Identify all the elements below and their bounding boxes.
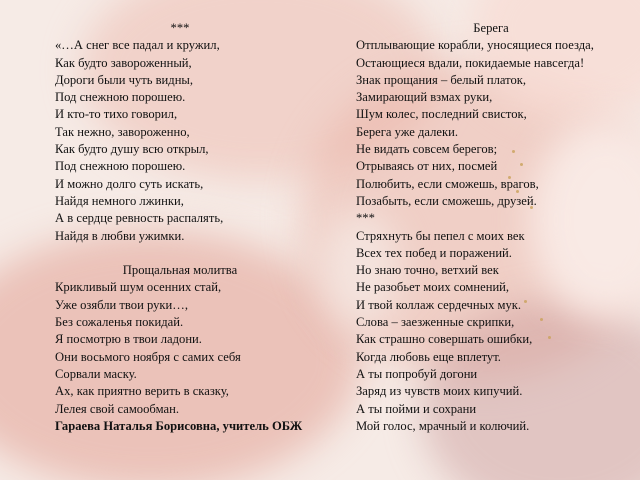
- poem-ashes: [356, 228, 626, 436]
- poem-line: Найдя в любви ужимки.: [55, 228, 185, 243]
- poem-line: Сорвали маску.: [55, 366, 137, 381]
- poem-title-farewell: Прощальная молитва: [122, 263, 238, 278]
- stars-separator: ***: [170, 21, 190, 35]
- poem-line: Под снежною порошею.: [55, 90, 186, 105]
- poem-line: Позабыть, если сможешь, друзей.: [356, 193, 537, 208]
- poem-line: А ты пойми и сохрани: [356, 401, 477, 416]
- poem-line: Когда любовь еще вплетут.: [356, 349, 501, 364]
- poem-line: Как будто завороженный,: [55, 55, 192, 70]
- poem-line: Но знаю точно, ветхий век: [356, 263, 499, 278]
- poem-line: Дороги были чуть видны,: [55, 72, 194, 87]
- poem-line: Они восьмого ноября с самих себя: [55, 349, 241, 364]
- right-column: [356, 20, 626, 435]
- poem-farewell: [55, 279, 315, 417]
- poem-line: И можно долго суть искать,: [55, 176, 204, 191]
- poem-line: Как будто душу всю открыл,: [55, 142, 209, 157]
- poem-line: И твой коллаж сердечных мук.: [356, 297, 522, 312]
- poem-line: Берега уже далеки.: [356, 124, 459, 139]
- poem-line: Найдя немного лжинки,: [55, 193, 184, 208]
- poem-line: «…А снег все падал и кружил,: [55, 38, 220, 53]
- poem-line: Так нежно, завороженно,: [55, 124, 190, 139]
- poem-line: Замирающий взмах руки,: [356, 90, 493, 105]
- poem-line: Не видать совсем берегов;: [356, 142, 498, 157]
- poem-line: Под снежною порошею.: [55, 159, 186, 174]
- poem-line: А в сердце ревность распалять,: [55, 211, 224, 226]
- poem-line: Полюбить, если сможешь, врагов,: [356, 176, 539, 191]
- poem-line: Отрываясь от них, посмей: [356, 159, 498, 174]
- stars-separator: ***: [356, 211, 375, 226]
- stanza-gap: [55, 245, 315, 262]
- poem-line: Мой голос, мрачный и колючий.: [356, 418, 530, 433]
- poem-line: Ах, как приятно верить в сказку,: [55, 384, 229, 399]
- poem-line: Уже озябли твои руки…,: [55, 297, 188, 312]
- poem-line: А ты попробуй догони: [356, 366, 478, 381]
- poem-line: Стряхнуть бы пепел с моих век: [356, 228, 525, 243]
- poem-line: Лелея свой самообман.: [55, 401, 180, 416]
- poem-line: Знак прощания – белый платок,: [356, 72, 527, 87]
- poem-line: Без сожаленья покидай.: [55, 315, 184, 330]
- poem-line: И кто-то тихо говорил,: [55, 107, 178, 122]
- poem-line: Как страшно совершать ошибки,: [356, 332, 533, 347]
- poem-line: Остающиеся вдали, покидаемые навсегда!: [356, 55, 585, 70]
- poem-line: Шум колес, последний свисток,: [356, 107, 527, 122]
- poem-line: Отплывающие корабли, уносящиеся поезда,: [356, 38, 594, 53]
- poem-shores: [356, 37, 626, 210]
- poem-line: Слова – заезженные скрипки,: [356, 315, 515, 330]
- poem-line: Заряд из чувств моих кипучий.: [356, 384, 523, 399]
- left-column: [55, 20, 315, 435]
- poem-line: Не разобьет моих сомнений,: [356, 280, 510, 295]
- poem-line: Я посмотрю в твои ладони.: [55, 332, 202, 347]
- poem-line: Всех тех побед и поражений.: [356, 245, 512, 260]
- poem-title-shores: Берега: [473, 21, 509, 35]
- poem-line: Крикливый шум осенних стай,: [55, 280, 222, 295]
- poem-snow: [55, 37, 315, 245]
- author-signature: Гараева Наталья Борисовна, учитель ОБЖ: [55, 418, 303, 433]
